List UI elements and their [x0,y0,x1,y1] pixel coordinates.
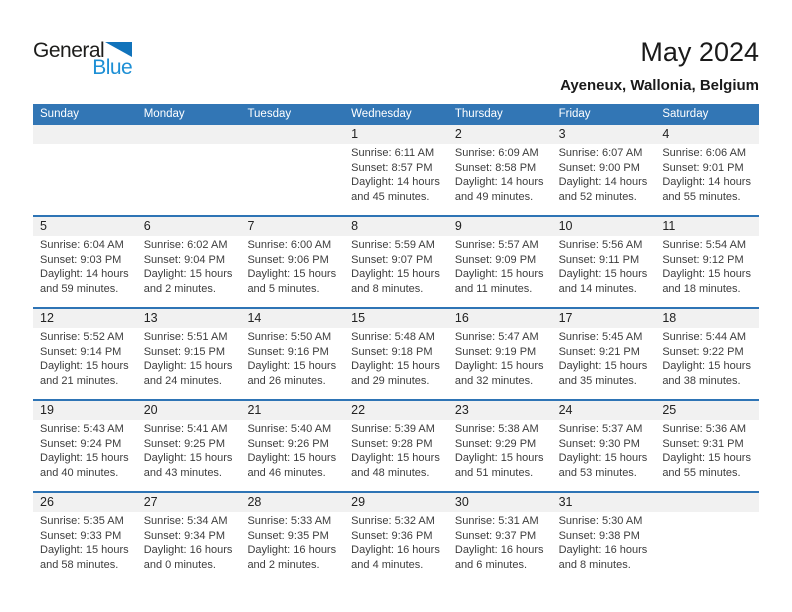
empty-day-cell [655,493,759,512]
day-number: 24 [558,403,573,417]
daylight-line1-text: Daylight: 15 hours [351,268,440,280]
sunrise-text: Sunrise: 5:32 AM [351,515,435,527]
sunrise-text: Sunrise: 6:07 AM [558,147,643,159]
day-number: 25 [662,403,677,417]
general-blue-logo [33,38,132,78]
sunrise-text: Sunrise: 6:00 AM [247,239,332,251]
day-details [344,236,448,307]
sunrise-text: Sunrise: 5:39 AM [351,423,435,435]
daylight-line1-text: Daylight: 15 hours [40,544,129,556]
daylight-line1-text: Daylight: 14 hours [558,176,648,188]
day-number-band [33,125,759,144]
sunset-text: Sunset: 9:31 PM [662,437,744,450]
sunrise-text: Sunrise: 5:56 AM [558,239,643,251]
daylight-line1-text: Daylight: 15 hours [143,452,233,464]
day-number: 29 [351,495,366,509]
daylight-line2-text: and 53 minutes. [558,466,637,479]
sunset-text: Sunset: 9:16 PM [247,345,329,358]
day-details [137,512,241,583]
day-number: 31 [558,495,573,509]
day-number: 30 [454,495,469,509]
day-number: 3 [558,127,566,141]
sunset-text: Sunset: 9:33 PM [40,529,122,542]
sunset-text: Sunset: 9:34 PM [143,529,226,542]
weekday-header-saturday: Saturday [662,108,709,120]
sunset-text: Sunset: 9:35 PM [247,529,329,542]
logo-text-blue: Blue [92,56,133,79]
page-header [33,38,759,104]
day-details [552,328,656,399]
sunset-text: Sunset: 9:24 PM [40,437,122,450]
daylight-line2-text: and 2 minutes. [143,282,216,295]
weekday-header-tuesday: Tuesday [247,108,292,120]
day-details [655,236,759,307]
daylight-line1-text: Daylight: 15 hours [351,452,440,464]
empty-day-cell [240,125,344,144]
day-number: 12 [40,311,54,325]
daylight-line2-text: and 5 minutes. [247,282,320,295]
daylight-line2-text: and 4 minutes. [351,558,424,571]
daylight-line1-text: Daylight: 16 hours [454,544,544,556]
day-number: 23 [454,403,469,417]
day-details [448,512,552,583]
daylight-line2-text: and 32 minutes. [454,374,534,387]
sunrise-text: Sunrise: 5:57 AM [454,239,539,251]
sunrise-text: Sunrise: 5:52 AM [40,331,124,343]
sunset-text: Sunset: 9:19 PM [454,345,537,358]
sunrise-text: Sunrise: 5:43 AM [40,423,124,435]
weekday-header-wednesday: Wednesday [351,108,412,120]
day-number: 11 [662,219,676,233]
day-number: 17 [558,311,573,325]
daylight-line2-text: and 46 minutes. [247,466,326,479]
day-details [137,328,241,399]
daylight-line2-text: and 52 minutes. [558,190,637,203]
daylight-line1-text: Daylight: 15 hours [247,268,337,280]
daylight-line1-text: Daylight: 15 hours [247,452,337,464]
day-details [33,236,137,307]
day-number: 2 [454,127,462,141]
sunrise-text: Sunrise: 5:41 AM [143,423,228,435]
sunset-text: Sunset: 9:37 PM [454,529,537,542]
daylight-line2-text: and 24 minutes. [143,374,222,387]
sunrise-text: Sunrise: 5:36 AM [662,423,747,435]
weekday-header-monday: Monday [143,108,185,120]
week-row [33,215,759,307]
day-details [240,512,344,583]
daylight-line1-text: Daylight: 14 hours [454,176,544,188]
sunset-text: Sunset: 9:25 PM [143,437,226,450]
daylight-line2-text: and 55 minutes. [662,466,741,479]
day-number: 28 [247,495,262,509]
sunrise-text: Sunrise: 5:33 AM [247,515,332,527]
sunrise-text: Sunrise: 5:45 AM [558,331,643,343]
sunrise-text: Sunrise: 5:59 AM [351,239,435,251]
day-details [448,328,552,399]
day-details [137,420,241,491]
sunset-text: Sunset: 9:22 PM [662,345,744,358]
day-details-band [33,512,759,583]
daylight-line1-text: Daylight: 15 hours [454,268,544,280]
sunrise-text: Sunrise: 5:40 AM [247,423,332,435]
sunset-text: Sunset: 9:30 PM [558,437,640,450]
daylight-line2-text: and 40 minutes. [40,466,119,479]
sunrise-text: Sunrise: 5:35 AM [40,515,124,527]
logo-text-general: General [33,39,105,62]
sunset-text: Sunset: 9:26 PM [247,437,329,450]
sunset-text: Sunset: 9:38 PM [558,529,640,542]
daylight-line2-text: and 8 minutes. [558,558,631,571]
day-details [137,236,241,307]
sunrise-text: Sunrise: 6:06 AM [662,147,747,159]
day-number: 7 [247,219,255,233]
sunset-text: Sunset: 9:11 PM [558,253,640,266]
sunrise-text: Sunrise: 6:02 AM [143,239,228,251]
week-row [33,307,759,399]
sunset-text: Sunset: 9:09 PM [454,253,537,266]
day-details [552,144,656,215]
day-details [33,512,137,583]
sunrise-text: Sunrise: 6:04 AM [40,239,124,251]
day-details [344,144,448,215]
day-details [448,236,552,307]
weekday-header-sunday: Sunday [40,108,80,120]
daylight-line2-text: and 8 minutes. [351,282,424,295]
sunrise-text: Sunrise: 5:38 AM [454,423,539,435]
day-number: 16 [454,311,469,325]
day-details [448,144,552,215]
day-number: 9 [454,219,462,233]
day-number: 15 [351,311,366,325]
sunset-text: Sunset: 8:57 PM [351,161,433,174]
sunrise-text: Sunrise: 5:50 AM [247,331,332,343]
sunset-text: Sunset: 8:58 PM [454,161,537,174]
weekday-header-friday: Friday [558,108,591,120]
day-details-band [33,420,759,491]
daylight-line1-text: Daylight: 15 hours [143,268,233,280]
daylight-line1-text: Daylight: 15 hours [247,360,337,372]
day-details [240,328,344,399]
week-row [33,491,759,583]
day-details [33,420,137,491]
day-details [655,420,759,491]
daylight-line1-text: Daylight: 15 hours [454,360,544,372]
sunrise-text: Sunrise: 5:44 AM [662,331,747,343]
day-number: 5 [40,219,47,233]
daylight-line2-text: and 2 minutes. [247,558,320,571]
sunset-text: Sunset: 9:07 PM [351,253,433,266]
daylight-line1-text: Daylight: 15 hours [558,360,648,372]
week-row [33,399,759,491]
day-details-band [33,144,759,215]
sunset-text: Sunset: 9:00 PM [558,161,640,174]
month-title: May 2024 [640,37,759,67]
sunrise-text: Sunrise: 5:37 AM [558,423,643,435]
sunrise-text: Sunrise: 6:09 AM [454,147,539,159]
daylight-line1-text: Daylight: 16 hours [247,544,337,556]
day-number: 13 [143,311,158,325]
sunset-text: Sunset: 9:21 PM [558,345,640,358]
daylight-line2-text: and 14 minutes. [558,282,637,295]
day-details [240,236,344,307]
day-details [655,328,759,399]
daylight-line1-text: Daylight: 15 hours [558,268,648,280]
day-details-band [33,236,759,307]
day-number: 14 [247,311,262,325]
day-number-band [33,401,759,420]
sunrise-text: Sunrise: 5:31 AM [454,515,539,527]
daylight-line1-text: Daylight: 15 hours [558,452,648,464]
daylight-line2-text: and 35 minutes. [558,374,637,387]
day-details [240,420,344,491]
day-number-band [33,493,759,512]
daylight-line2-text: and 48 minutes. [351,466,430,479]
daylight-line1-text: Daylight: 15 hours [40,360,129,372]
empty-day-details [33,144,137,215]
day-details [552,512,656,583]
calendar-grid [33,104,759,583]
day-number: 18 [662,311,677,325]
sunrise-text: Sunrise: 5:34 AM [143,515,228,527]
daylight-line2-text: and 29 minutes. [351,374,430,387]
sunset-text: Sunset: 9:03 PM [40,253,122,266]
sunset-text: Sunset: 9:14 PM [40,345,122,358]
weekday-header-row [33,104,759,125]
sunset-text: Sunset: 9:01 PM [662,161,744,174]
weekday-header-thursday: Thursday [454,108,503,120]
daylight-line2-text: and 59 minutes. [40,282,119,295]
daylight-line1-text: Daylight: 15 hours [662,268,751,280]
sunrise-text: Sunrise: 5:30 AM [558,515,643,527]
sunrise-text: Sunrise: 5:48 AM [351,331,435,343]
title-block [560,38,759,94]
logo-flag-triangle-icon [105,42,132,57]
daylight-line2-text: and 55 minutes. [662,190,741,203]
day-details [344,328,448,399]
daylight-line2-text: and 51 minutes. [454,466,534,479]
sunset-text: Sunset: 9:12 PM [662,253,744,266]
daylight-line1-text: Daylight: 16 hours [143,544,233,556]
empty-day-details [137,144,241,215]
day-number: 22 [351,403,366,417]
sunset-text: Sunset: 9:06 PM [247,253,329,266]
daylight-line2-text: and 18 minutes. [662,282,741,295]
daylight-line1-text: Daylight: 14 hours [662,176,751,188]
sunrise-text: Sunrise: 6:11 AM [351,147,435,159]
daylight-line2-text: and 21 minutes. [40,374,119,387]
sunset-text: Sunset: 9:29 PM [454,437,537,450]
daylight-line1-text: Daylight: 15 hours [40,452,129,464]
day-number: 8 [351,219,359,233]
week-row [33,125,759,215]
day-number: 10 [558,219,573,233]
day-number: 21 [247,403,262,417]
daylight-line1-text: Daylight: 15 hours [454,452,544,464]
daylight-line2-text: and 11 minutes. [454,282,533,295]
daylight-line1-text: Daylight: 16 hours [558,544,648,556]
daylight-line2-text: and 49 minutes. [454,190,534,203]
day-number: 19 [40,403,54,417]
day-number-band [33,217,759,236]
day-number: 4 [662,127,670,141]
sunset-text: Sunset: 9:18 PM [351,345,433,358]
sunset-text: Sunset: 9:28 PM [351,437,433,450]
daylight-line1-text: Daylight: 15 hours [662,452,751,464]
day-details [448,420,552,491]
day-number: 20 [143,403,158,417]
calendar-weeks [33,125,759,583]
sunset-text: Sunset: 9:15 PM [143,345,226,358]
day-number-band [33,309,759,328]
day-number: 1 [351,127,359,141]
day-number: 26 [40,495,54,509]
daylight-line1-text: Daylight: 15 hours [143,360,233,372]
day-number: 6 [143,219,151,233]
daylight-line2-text: and 45 minutes. [351,190,430,203]
empty-day-details [240,144,344,215]
daylight-line2-text: and 0 minutes. [143,558,216,571]
day-details [33,328,137,399]
daylight-line2-text: and 6 minutes. [454,558,528,571]
empty-day-cell [137,125,241,144]
daylight-line1-text: Daylight: 15 hours [351,360,440,372]
empty-day-cell [33,125,137,144]
daylight-line1-text: Daylight: 16 hours [351,544,440,556]
day-details [655,144,759,215]
calendar-page [33,0,759,583]
sunset-text: Sunset: 9:04 PM [143,253,226,266]
sunrise-text: Sunrise: 5:47 AM [454,331,539,343]
day-number: 27 [143,495,158,509]
empty-day-details [655,512,759,583]
daylight-line2-text: and 38 minutes. [662,374,741,387]
day-details [344,420,448,491]
day-details-band [33,328,759,399]
daylight-line2-text: and 58 minutes. [40,558,119,571]
day-details [552,420,656,491]
location-subtitle: Ayeneux, Wallonia, Belgium [560,76,759,94]
daylight-line1-text: Daylight: 15 hours [662,360,751,372]
day-details [552,236,656,307]
daylight-line1-text: Daylight: 14 hours [40,268,129,280]
day-details [344,512,448,583]
daylight-line1-text: Daylight: 14 hours [351,176,440,188]
sunset-text: Sunset: 9:36 PM [351,529,433,542]
sunrise-text: Sunrise: 5:51 AM [143,331,228,343]
sunrise-text: Sunrise: 5:54 AM [662,239,747,251]
daylight-line2-text: and 26 minutes. [247,374,326,387]
daylight-line2-text: and 43 minutes. [143,466,222,479]
